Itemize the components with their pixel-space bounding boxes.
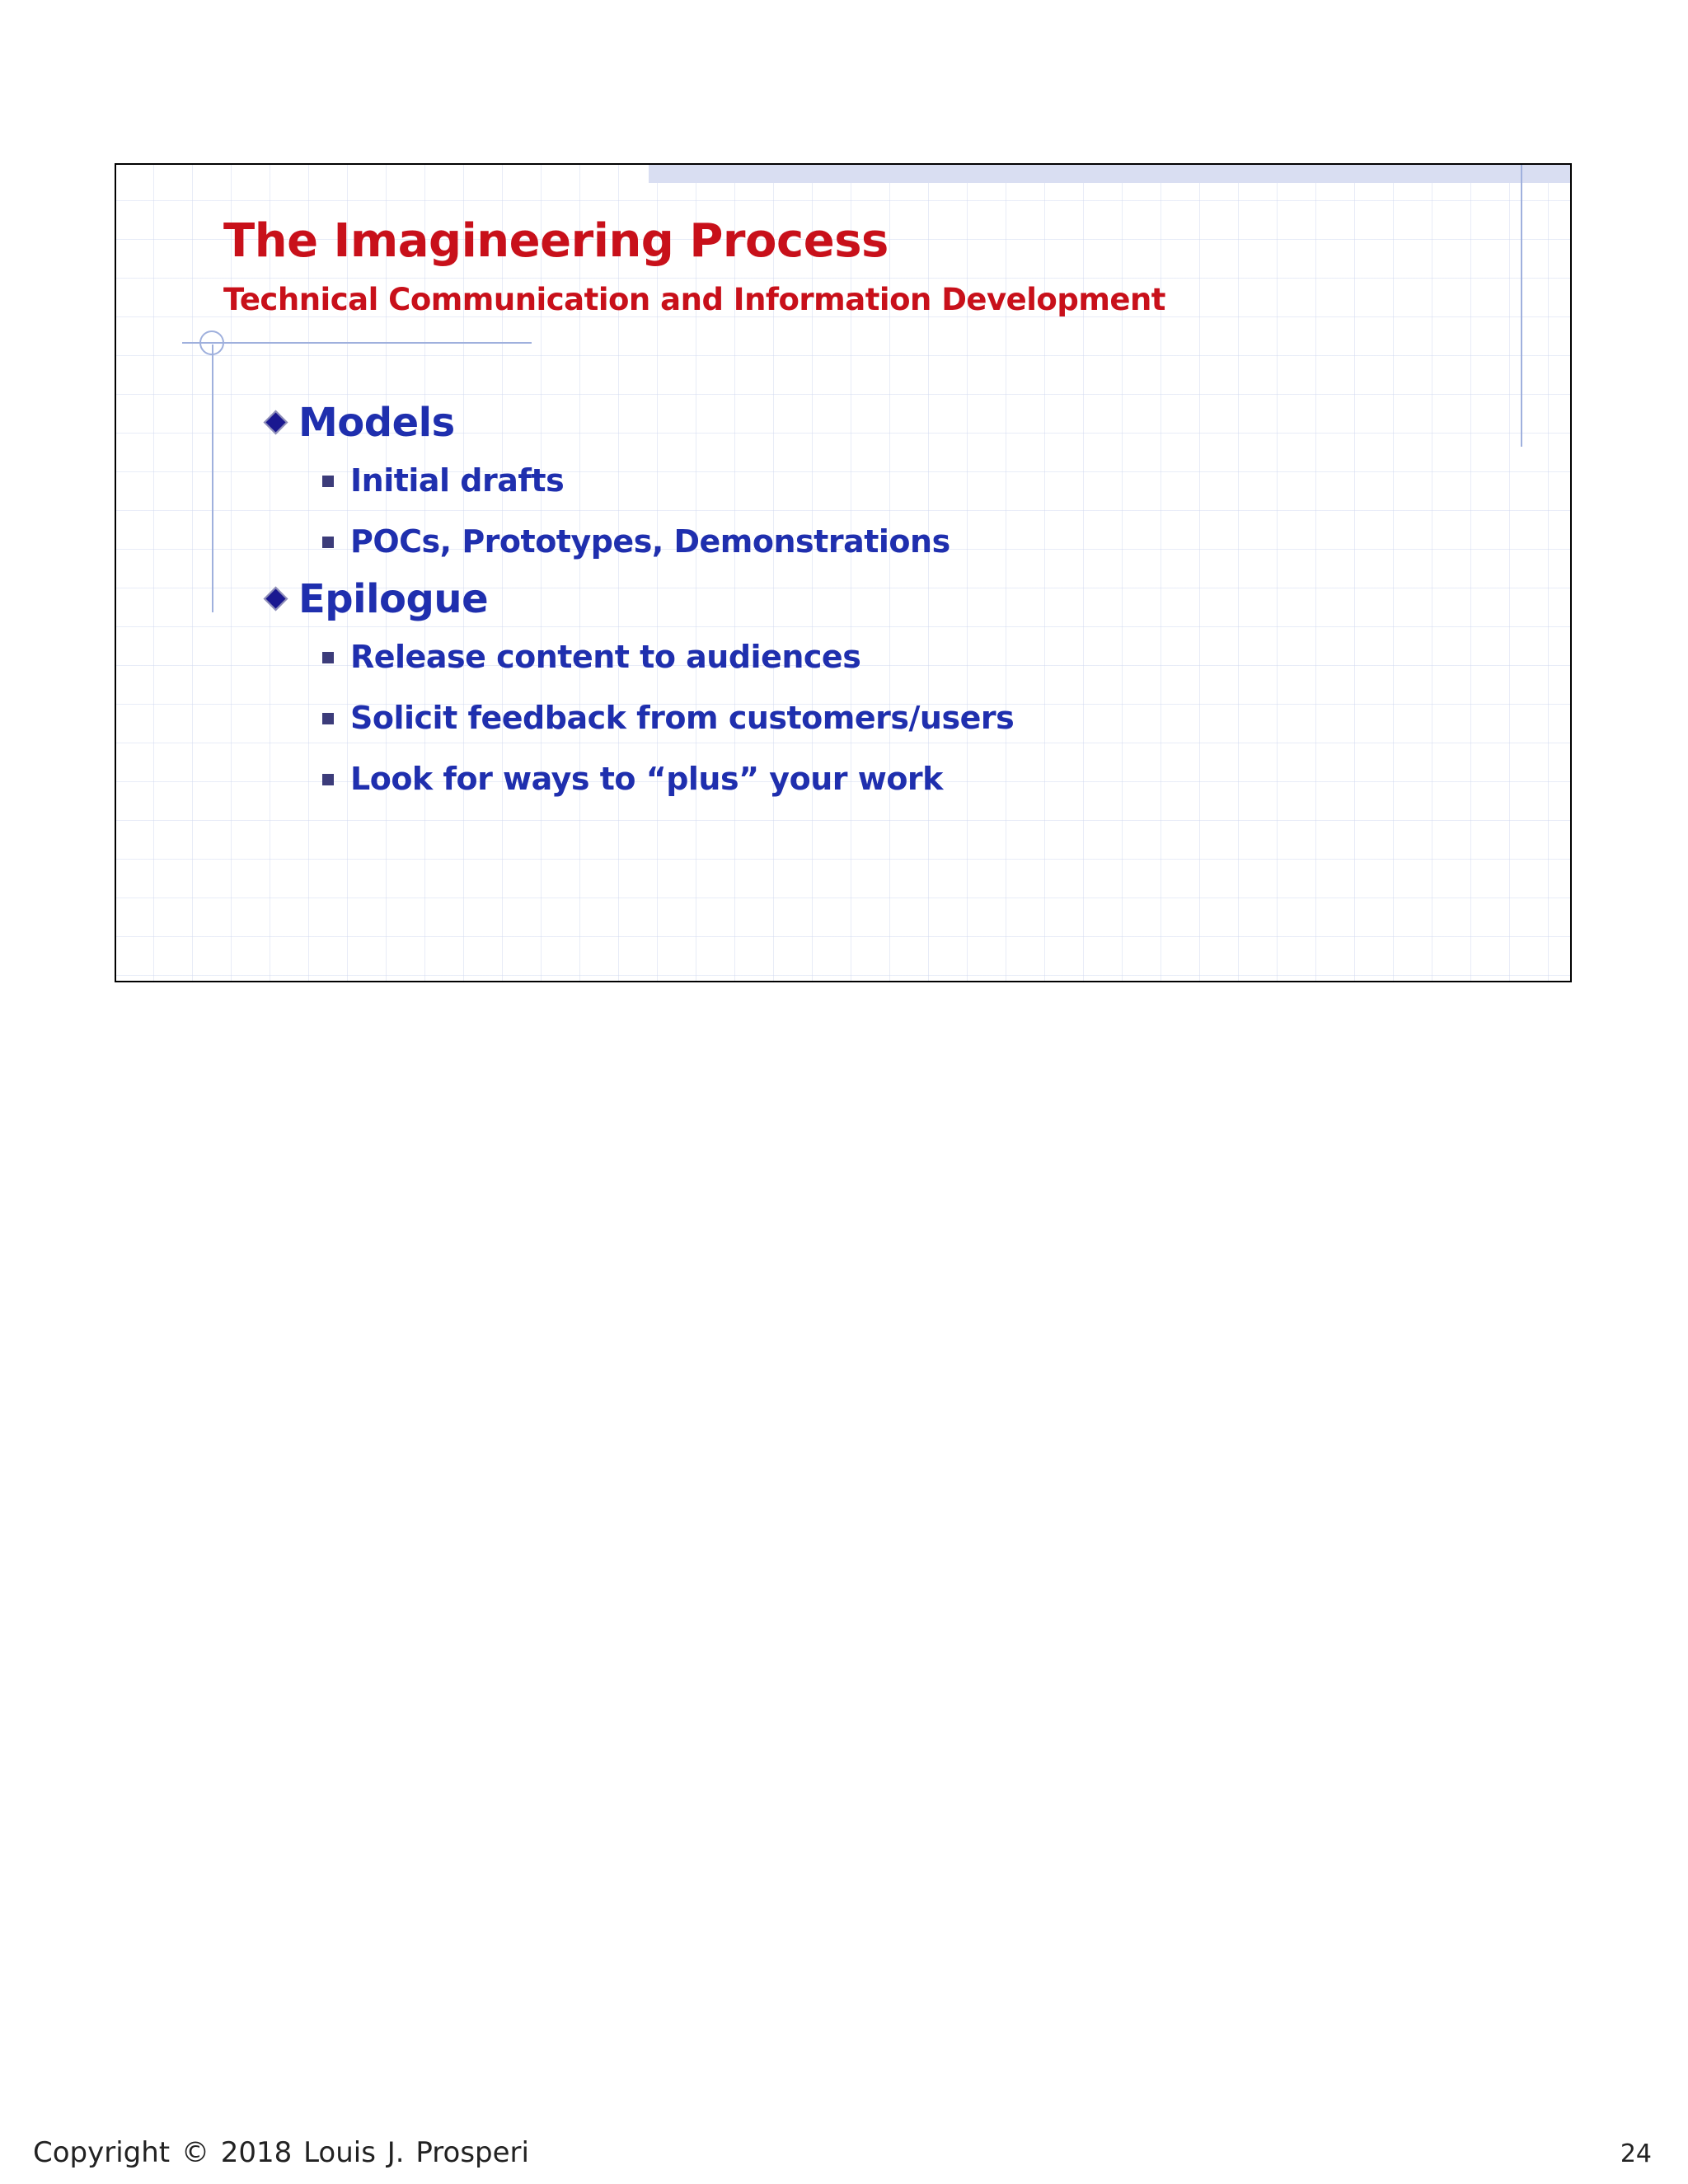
square-bullet-icon (322, 652, 334, 663)
bullet-list (260, 396, 1014, 809)
list-item (260, 450, 1014, 511)
left-accent-line (212, 344, 213, 612)
square-bullet-icon (322, 476, 334, 487)
top-accent-bar (649, 165, 1570, 183)
slide-frame (115, 163, 1572, 982)
diamond-bullet-icon (264, 587, 288, 612)
list-item (260, 748, 1014, 809)
list-item (260, 687, 1014, 748)
square-bullet-icon (322, 537, 334, 548)
bullet-heading-text: Models (298, 400, 455, 446)
slide-subtitle: Technical Communication and Information Development (223, 282, 1165, 317)
bullet-heading-models (260, 396, 1014, 450)
page-number: 24 (1620, 2139, 1652, 2168)
slide-title: The Imagineering Process (223, 214, 889, 268)
crosshair-ornament-icon (199, 330, 224, 355)
list-item-text: Solicit feedback from customers/users (350, 700, 1015, 736)
footer-copyright: Copyright © 2018 Louis J. Prosperi (33, 2136, 529, 2169)
bullet-heading-text: Epilogue (298, 576, 489, 622)
list-item-text: POCs, Prototypes, Demonstrations (350, 523, 950, 560)
list-item-text: Initial drafts (350, 462, 565, 499)
title-underline-accent (182, 342, 532, 344)
list-item (260, 511, 1014, 572)
square-bullet-icon (322, 774, 334, 785)
square-bullet-icon (322, 713, 334, 724)
list-item-text: Look for ways to “plus” your work (350, 761, 943, 797)
list-item-text: Release content to audiences (350, 639, 861, 675)
diamond-bullet-icon (264, 410, 288, 435)
bullet-heading-epilogue (260, 572, 1014, 626)
list-item (260, 626, 1014, 687)
right-accent-line (1521, 165, 1522, 447)
